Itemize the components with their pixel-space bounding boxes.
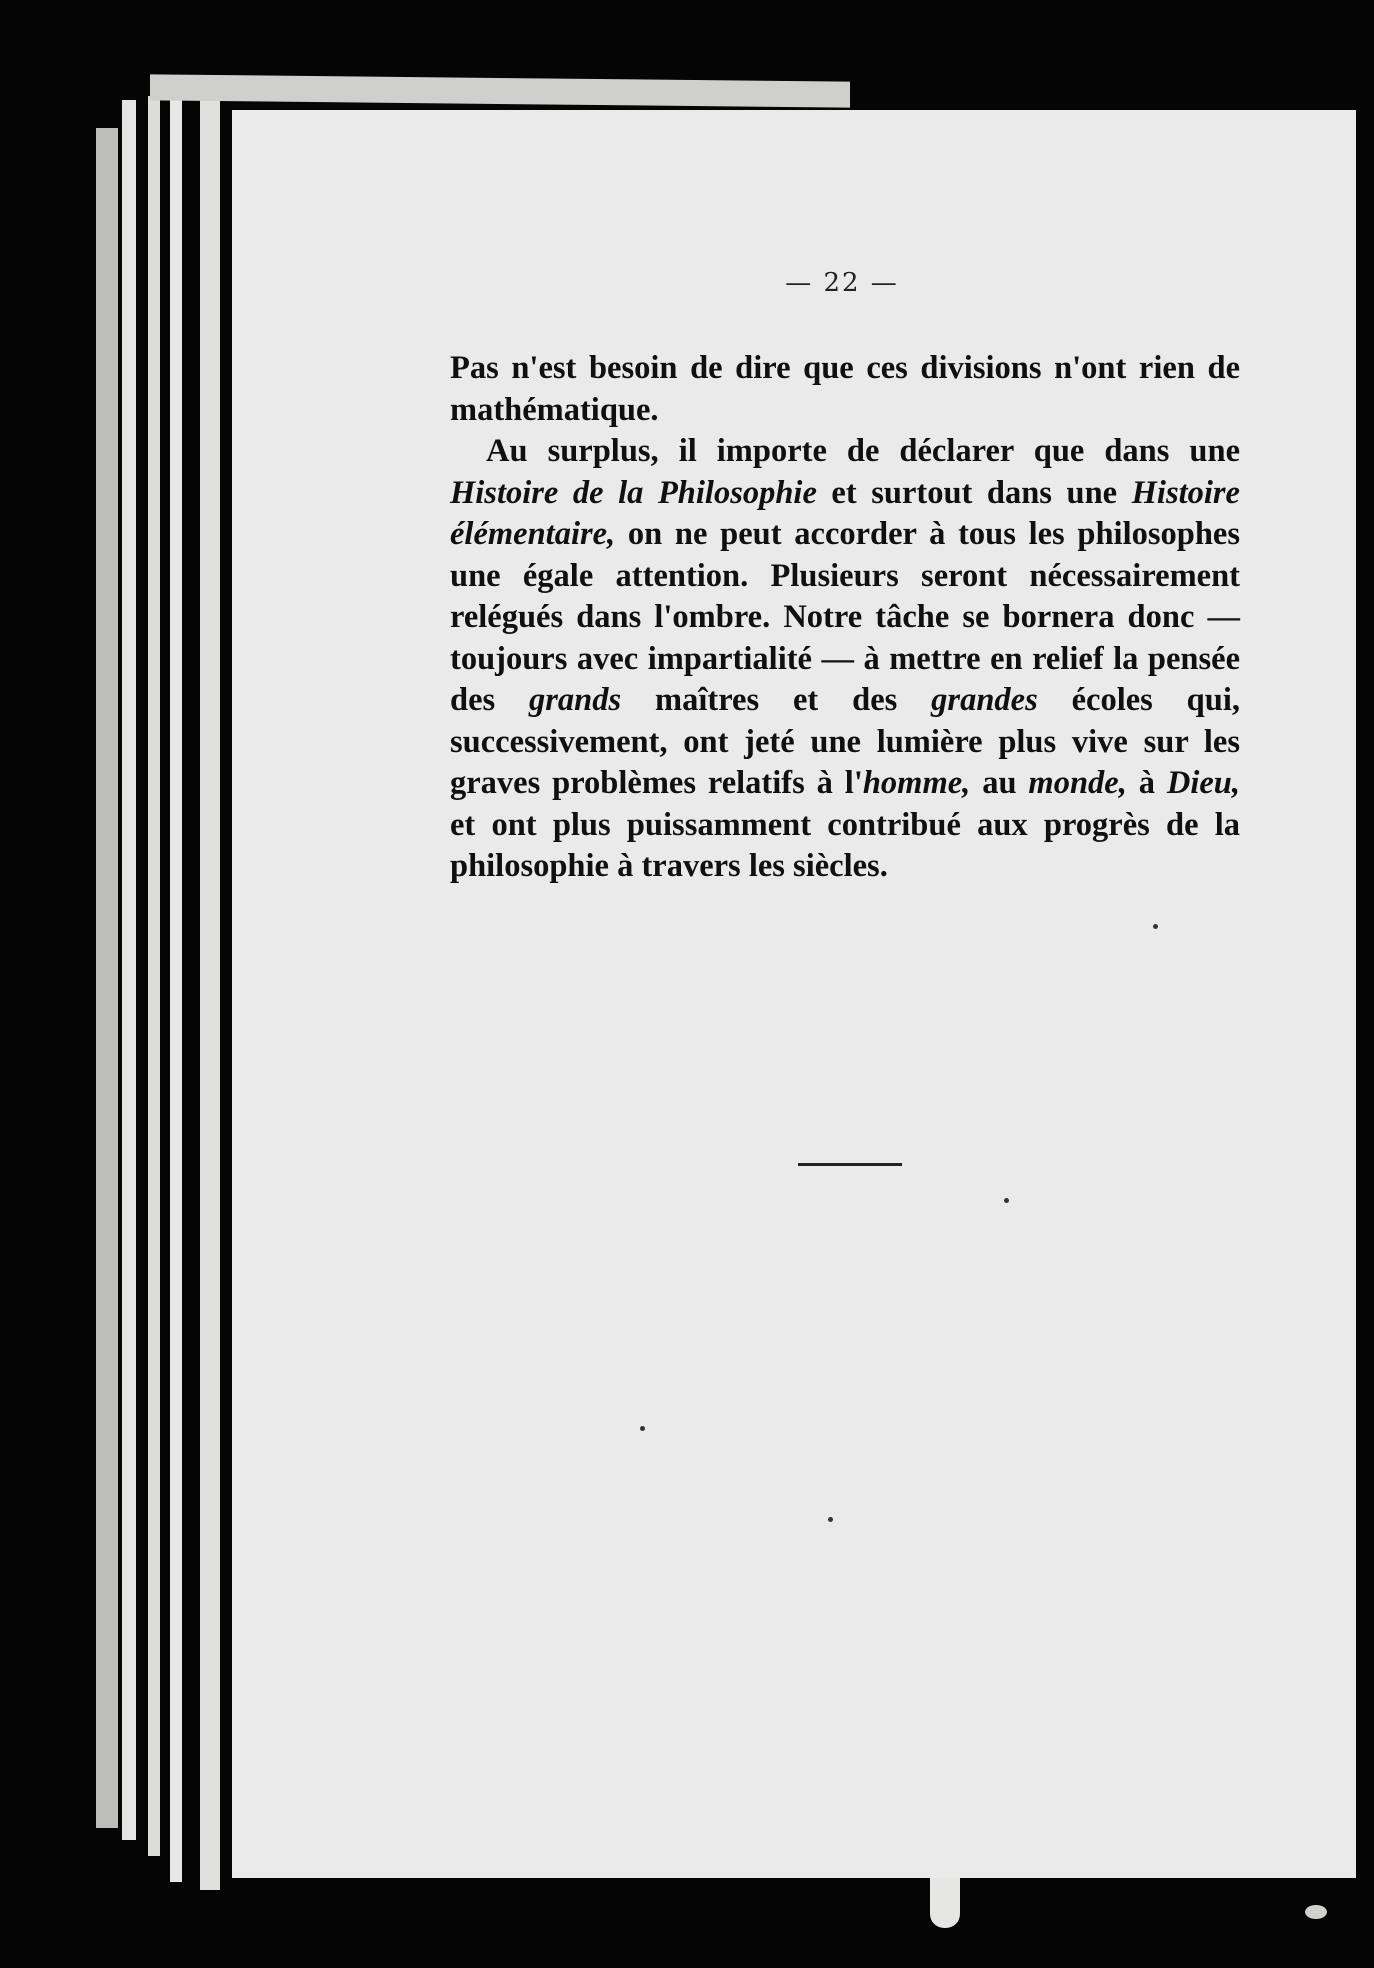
italic-run: grandes — [931, 682, 1038, 718]
paragraph — [450, 348, 1240, 431]
text-run: écoles qui, successivement, ont jeté une lumière plus vive sur les graves problèmes relatifs à l' — [450, 682, 1240, 801]
text-run: Pas n'est besoin de dire que ces divisions n'ont rien de mathématique. — [450, 350, 1240, 428]
italic-run: Histoire de la Philosophie — [450, 474, 817, 511]
text-run: Au surplus, il importe de déclarer que dans une — [486, 433, 1240, 469]
speck — [828, 1517, 833, 1522]
text-run: maîtres et des — [621, 682, 932, 718]
page-edge — [96, 128, 118, 1828]
page-edge — [170, 92, 182, 1882]
top-fold — [150, 74, 850, 107]
end-rule — [798, 1163, 902, 1166]
page-edge — [148, 96, 160, 1856]
corner-mark — [1305, 1905, 1327, 1919]
italic-run: monde, — [1028, 765, 1127, 801]
text-run: on ne peut accorder à tous les philosophes une égale attention. Plusieurs seront nécessairement relégués dans l'ombre. Notre tâche se bornera donc — toujours avec impartialité — à mettre en relief la pensée des — [450, 516, 1240, 718]
text-run: et ont plus puissamment contribué aux progrès de la philosophie à travers les siècles. — [450, 806, 1240, 884]
page-edge — [122, 100, 136, 1840]
bottom-tab — [930, 1878, 960, 1928]
body-text — [450, 348, 1240, 888]
text-run: et surtout dans une — [816, 474, 1132, 511]
page-number: — 22 — — [785, 268, 899, 298]
speck — [1153, 924, 1158, 929]
speck — [1004, 1198, 1009, 1203]
italic-run: homme, — [862, 765, 971, 801]
paragraph — [450, 431, 1240, 888]
italic-run: Dieu, — [1166, 765, 1240, 801]
speck — [640, 1426, 645, 1431]
page-edge — [200, 100, 220, 1890]
italic-run: grands — [529, 682, 622, 718]
text-run: à — [1126, 765, 1167, 801]
italic-run: Histoire élémentaire, — [450, 474, 1240, 552]
text-run: au — [970, 765, 1029, 801]
